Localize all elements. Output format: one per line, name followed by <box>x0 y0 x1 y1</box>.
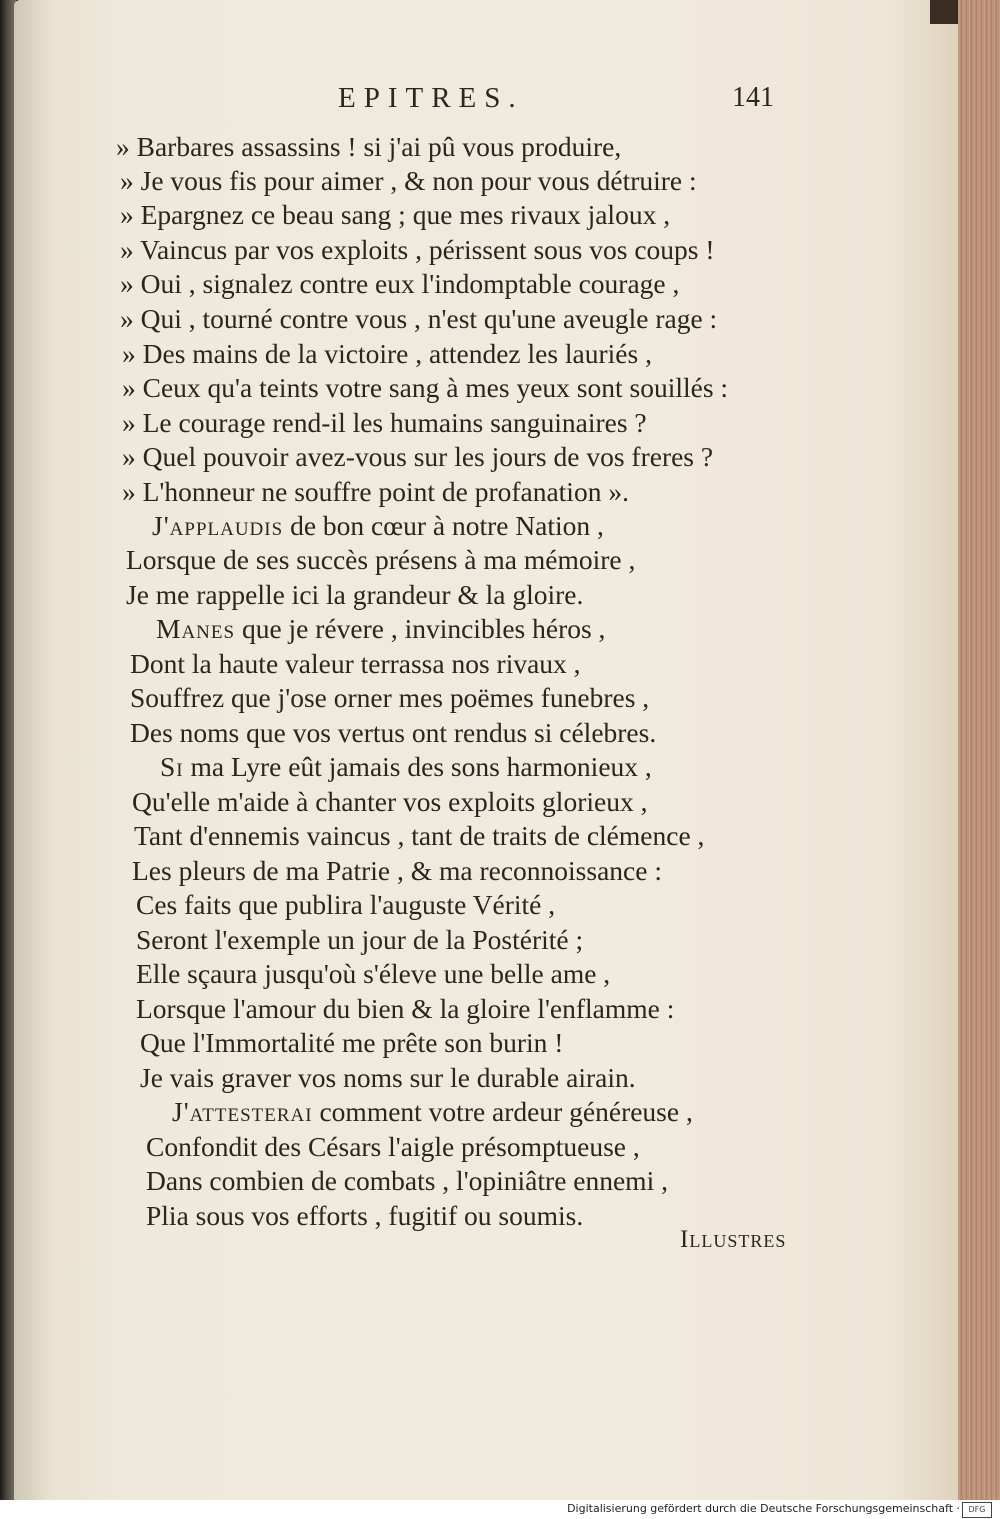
verse-line: Dont la haute valeur terrassa nos rivaux , <box>130 648 581 679</box>
verse-line: Ces faits que publira l'auguste Vérité , <box>136 889 556 920</box>
verse-line: Elle sçaura jusqu'où s'éleve une belle ame , <box>136 958 611 989</box>
paragraph-lead-rest: ma Lyre eût jamais des sons harmonieux , <box>183 751 652 782</box>
verse-line: » Oui , signalez contre eux l'indomptable courage , <box>120 268 680 299</box>
paragraph-lead-rest: que je révere , invincibles héros , <box>235 613 606 644</box>
paragraph-lead-word: Si <box>160 751 184 782</box>
verse-line: » Quel pouvoir avez-vous sur les jours de vos freres ? <box>122 441 714 472</box>
footer-credit: Digitalisierung gefördert durch die Deutsche Forschungsgemeinschaft · <box>567 1502 960 1515</box>
paragraph-lead-word: J'applaudis <box>152 510 284 541</box>
paragraph-lead-word: Manes <box>156 613 236 644</box>
verse-line: Que l'Immortalité me prête son burin ! <box>140 1027 564 1058</box>
verse-line: Les pleurs de ma Patrie , & ma reconnoissance : <box>132 855 662 886</box>
verse-line: » Je vous fis pour aimer , & non pour vous détruire : <box>120 165 697 196</box>
catchword: Illustres <box>680 1226 787 1253</box>
verse-line: Souffrez que j'ose orner mes poëmes funebres , <box>130 682 650 713</box>
digitization-footer <box>0 1500 1000 1519</box>
verse-line: Dans combien de combats , l'opiniâtre ennemi , <box>146 1165 668 1196</box>
verse-line: Qu'elle m'aide à chanter vos exploits glorieux , <box>132 786 648 817</box>
paragraph-opening-line <box>152 510 604 542</box>
verse-line: Des noms que vos vertus ont rendus si célebres. <box>130 717 657 748</box>
paragraph-lead-rest: comment votre ardeur généreuse , <box>312 1096 693 1127</box>
page-number: 141 <box>732 82 774 113</box>
page-stack-edge <box>958 0 1000 1500</box>
verse-line: Je me rappelle ici la grandeur & la gloire. <box>126 579 584 610</box>
running-head: EPITRES. <box>338 82 524 114</box>
verse-line: Plia sous vos efforts , fugitif ou soumis. <box>146 1200 584 1231</box>
verse-line: Lorsque de ses succès présens à ma mémoire , <box>126 544 636 575</box>
verse-line: » Ceux qu'a teints votre sang à mes yeux sont souillés : <box>122 372 729 403</box>
verse-line: » Epargnez ce beau sang ; que mes rivaux jaloux , <box>120 199 671 230</box>
verse-line: Tant d'ennemis vaincus , tant de traits de clémence , <box>134 820 705 851</box>
verse-line: Confondit des Césars l'aigle présomptueuse , <box>146 1131 640 1162</box>
paragraph-opening-line <box>172 1096 693 1128</box>
verse-line: » L'honneur ne souffre point de profanation ». <box>122 476 629 507</box>
verse-line: » Des mains de la victoire , attendez les lauriés , <box>122 338 652 369</box>
paragraph-lead-word: J'attesterai <box>172 1096 313 1127</box>
verse-line: Seront l'exemple un jour de la Postérité ; <box>136 924 584 955</box>
verse-line: » Qui , tourné contre vous , n'est qu'une aveugle rage : <box>120 303 718 334</box>
paragraph-opening-line <box>160 751 652 783</box>
verse-line: » Barbares assassins ! si j'ai pû vous produire, <box>116 131 622 162</box>
verse-line: » Le courage rend-il les humains sanguinaires ? <box>122 407 647 438</box>
verse-line: » Vaincus par vos exploits , périssent sous vos coups ! <box>120 234 715 265</box>
verse-line: Je vais graver vos noms sur le durable airain. <box>140 1062 636 1093</box>
verse-line: Lorsque l'amour du bien & la gloire l'enflamme : <box>136 993 675 1024</box>
dfg-logo-icon: DFG <box>962 1502 992 1518</box>
paragraph-opening-line <box>156 613 605 645</box>
paragraph-lead-rest: de bon cœur à notre Nation , <box>283 510 604 541</box>
